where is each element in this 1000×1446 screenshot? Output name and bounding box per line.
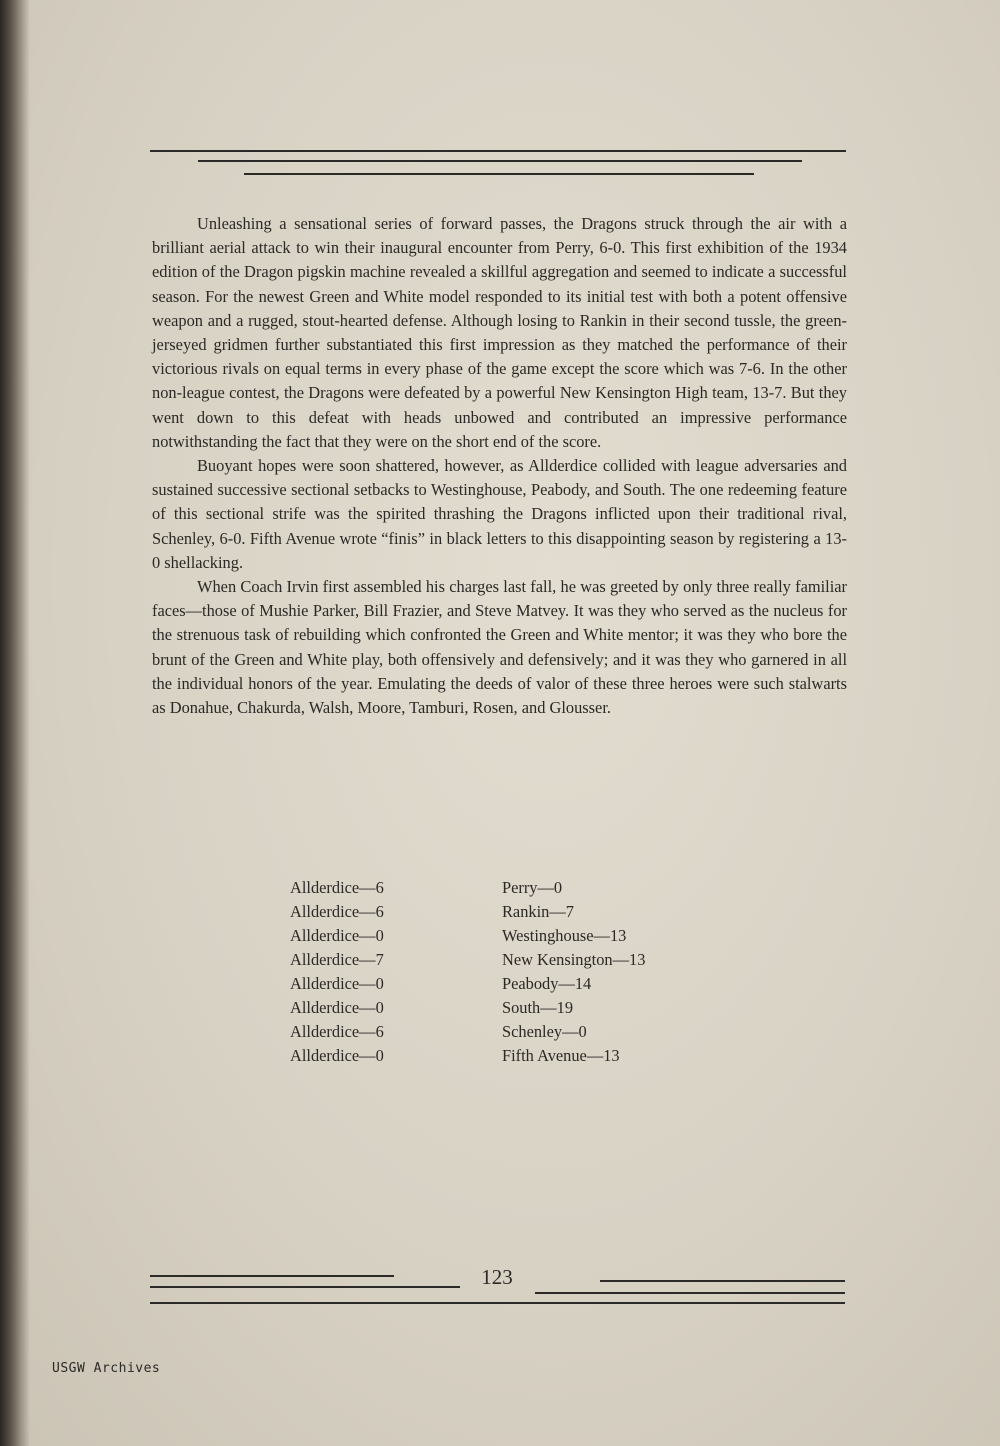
opponent-score: Perry—0 xyxy=(502,878,563,897)
score-row xyxy=(290,1044,645,1068)
score-row xyxy=(290,876,645,900)
paragraph-3: When Coach Irvin first assembled his charges last fall, he was greeted by only three really familiar faces—those of Mushie Parker, Bill Frazier, and Steve Matvey. It was they who served as the nucleus for the strenuous task of rebuilding which confronted the Green and White mentor; it was they who bore the brunt of the Green and White play, both offensively and defensively; and it was they who garnered in all the individual honors of the year. Emulating the deeds of valor of these three heroes were such stalwarts as Donahue, Chakurda, Walsh, Moore, Tamburi, Rosen, and Glousser. xyxy=(152,577,847,718)
bottom-rule-right-2 xyxy=(535,1292,845,1294)
home-score: Allderdice—6 xyxy=(290,1022,384,1041)
paragraph-1: Unleashing a sensational series of forward passes, the Dragons struck through the air with a brilliant aerial attack to win their inaugural encounter from Perry, 6-0. This first exhibition of the 1934 edition of the Dragon pigskin machine revealed a skillful aggregation and seemed to indicate a successful season. For the newest Green and White model responded to its initial test with both a potent offensive weapon and a rugged, stout-hearted defense. Although losing to Rankin in their second tussle, the green-jerseyed gridmen further substantiated this first impression as they matched the performance of their victorious rivals on equal terms in every phase of the game except the score which was 7-6. In the other non-league contest, the Dragons were defeated by a powerful New Kensington High team, 13-7. But they went down to this defeat with heads unbowed and contributed an impressive performance notwithstanding the fact that they were on the short end of the score. xyxy=(152,214,847,451)
archive-watermark: USGW Archives xyxy=(52,1361,161,1376)
score-row xyxy=(290,948,645,972)
spine-shadow xyxy=(0,0,30,1446)
home-score: Allderdice—0 xyxy=(290,998,384,1017)
home-score: Allderdice—6 xyxy=(290,902,384,921)
top-rule-3 xyxy=(244,173,754,175)
home-score: Allderdice—0 xyxy=(290,926,384,945)
top-rule-2 xyxy=(198,160,802,162)
article-body xyxy=(152,212,847,720)
score-row xyxy=(290,924,645,948)
opponent-score: Rankin—7 xyxy=(502,902,574,921)
home-score: Allderdice—0 xyxy=(290,974,384,993)
home-score: Allderdice—7 xyxy=(290,950,384,969)
top-rule-1 xyxy=(150,150,846,152)
score-row xyxy=(290,972,645,996)
page-number: 123 xyxy=(481,1265,513,1289)
score-row xyxy=(290,900,645,924)
season-scores xyxy=(290,876,645,1068)
home-score: Allderdice—6 xyxy=(290,878,384,897)
bottom-rule-left-2 xyxy=(150,1286,460,1288)
paragraph-2: Buoyant hopes were soon shattered, however, as Allderdice collided with league adversaries and sustained successive sectional setbacks to Westinghouse, Peabody, and South. The one redeeming feature of this sectional strife was the spirited thrashing the Dragons inflicted upon their traditional rival, Schenley, 6-0. Fifth Avenue wrote “finis” in black letters to this disappointing season by registering a 13-0 shellacking. xyxy=(152,456,847,572)
bottom-rule-full xyxy=(150,1302,845,1304)
home-score: Allderdice—0 xyxy=(290,1046,384,1065)
opponent-score: New Kensington—13 xyxy=(502,950,646,969)
bottom-rule-right-1 xyxy=(600,1280,845,1282)
bottom-rule-left-1 xyxy=(150,1275,394,1277)
score-row xyxy=(290,1020,645,1044)
score-row xyxy=(290,996,645,1020)
opponent-score: Fifth Avenue—13 xyxy=(502,1046,620,1065)
opponent-score: South—19 xyxy=(502,998,574,1017)
opponent-score: Peabody—14 xyxy=(502,974,592,993)
opponent-score: Schenley—0 xyxy=(502,1022,587,1041)
opponent-score: Westinghouse—13 xyxy=(502,926,627,945)
